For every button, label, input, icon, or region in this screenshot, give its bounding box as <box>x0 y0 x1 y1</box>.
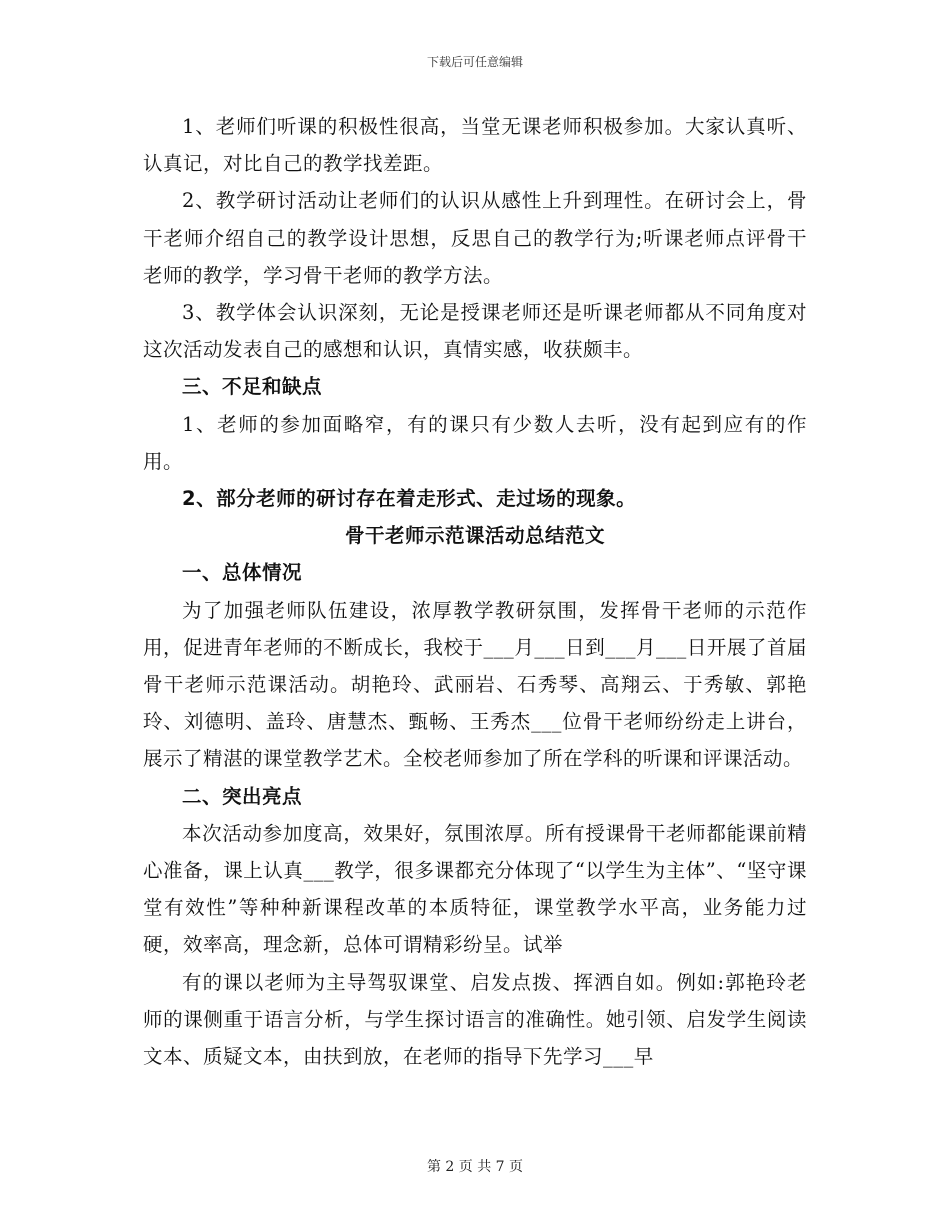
document-title: 骨干老师示范课活动总结范文 <box>344 524 605 548</box>
paragraph-experience: 3、教学体会认识深刻，无论是授课老师还是听课老师都从不同角度对这次活动发表自己的感想和认识，真情实感，收获颇丰。 <box>143 301 807 362</box>
section-heading-overview: 一、总体情况 <box>182 561 303 585</box>
page-number: 第 2 页 共 7 页 <box>426 1159 524 1175</box>
document-body <box>143 108 807 1075</box>
paragraph-formalism: 2、部分老师的研讨存在着走形式、走过场的现象。 <box>182 487 637 511</box>
paragraph-overview: 为了加强老师队伍建设，浓厚教学教研氛围，发挥骨干老师的示范作用，促进青年老师的不断成长，我校于___月___日到___月___日开展了首届骨干老师示范课活动。胡艳玲、武丽岩、石秀琴、高翔云、于秀敏、郭艳玲、刘德明、盖玲、唐慧杰、甄畅、王秀杰___位骨干老师纷纷走上讲台，展示了精湛的课堂教学艺术。全校老师参加了所在学科的听课和评课活动。 <box>143 598 807 771</box>
header-note: 下载后可任意编辑 <box>426 55 523 69</box>
paragraph-example: 有的课以老师为主导驾驭课堂、启发点拨、挥洒自如。例如:郭艳玲老师的课侧重于语言分析，与学生探讨语言的准确性。她引领、启发学生阅读文本、质疑文本，由扶到放，在老师的指导下先学习___早 <box>143 970 807 1069</box>
paragraph-research: 2、教学研讨活动让老师们的认识从感性上升到理性。在研讨会上，骨干老师介绍自己的教学设计思想，反思自己的教学行为;听课老师点评骨干老师的教学，学习骨干老师的教学方法。 <box>143 189 807 287</box>
paragraph-highlights: 本次活动参加度高，效果好，氛围浓厚。所有授课骨干老师都能课前精心准备，课上认真___教学，很多课都充分体现了“以学生为主体”、“坚守课堂有效性”等种种新课程改革的本质特征，课堂教学水平高，业务能力过硬，效率高，理念新，总体可谓精彩纷呈。试举 <box>143 821 807 957</box>
section-heading-highlights: 二、突出亮点 <box>182 784 303 808</box>
paragraph-participation: 1、老师的参加面略窄，有的课只有少数人去听，没有起到应有的作用。 <box>143 412 807 473</box>
paragraph-interest: 1、老师们听课的积极性很高，当堂无课老师积极参加。大家认真听、认真记，对比自己的教学找差距。 <box>143 115 807 176</box>
section-heading-shortcomings: 三、不足和缺点 <box>182 375 323 399</box>
